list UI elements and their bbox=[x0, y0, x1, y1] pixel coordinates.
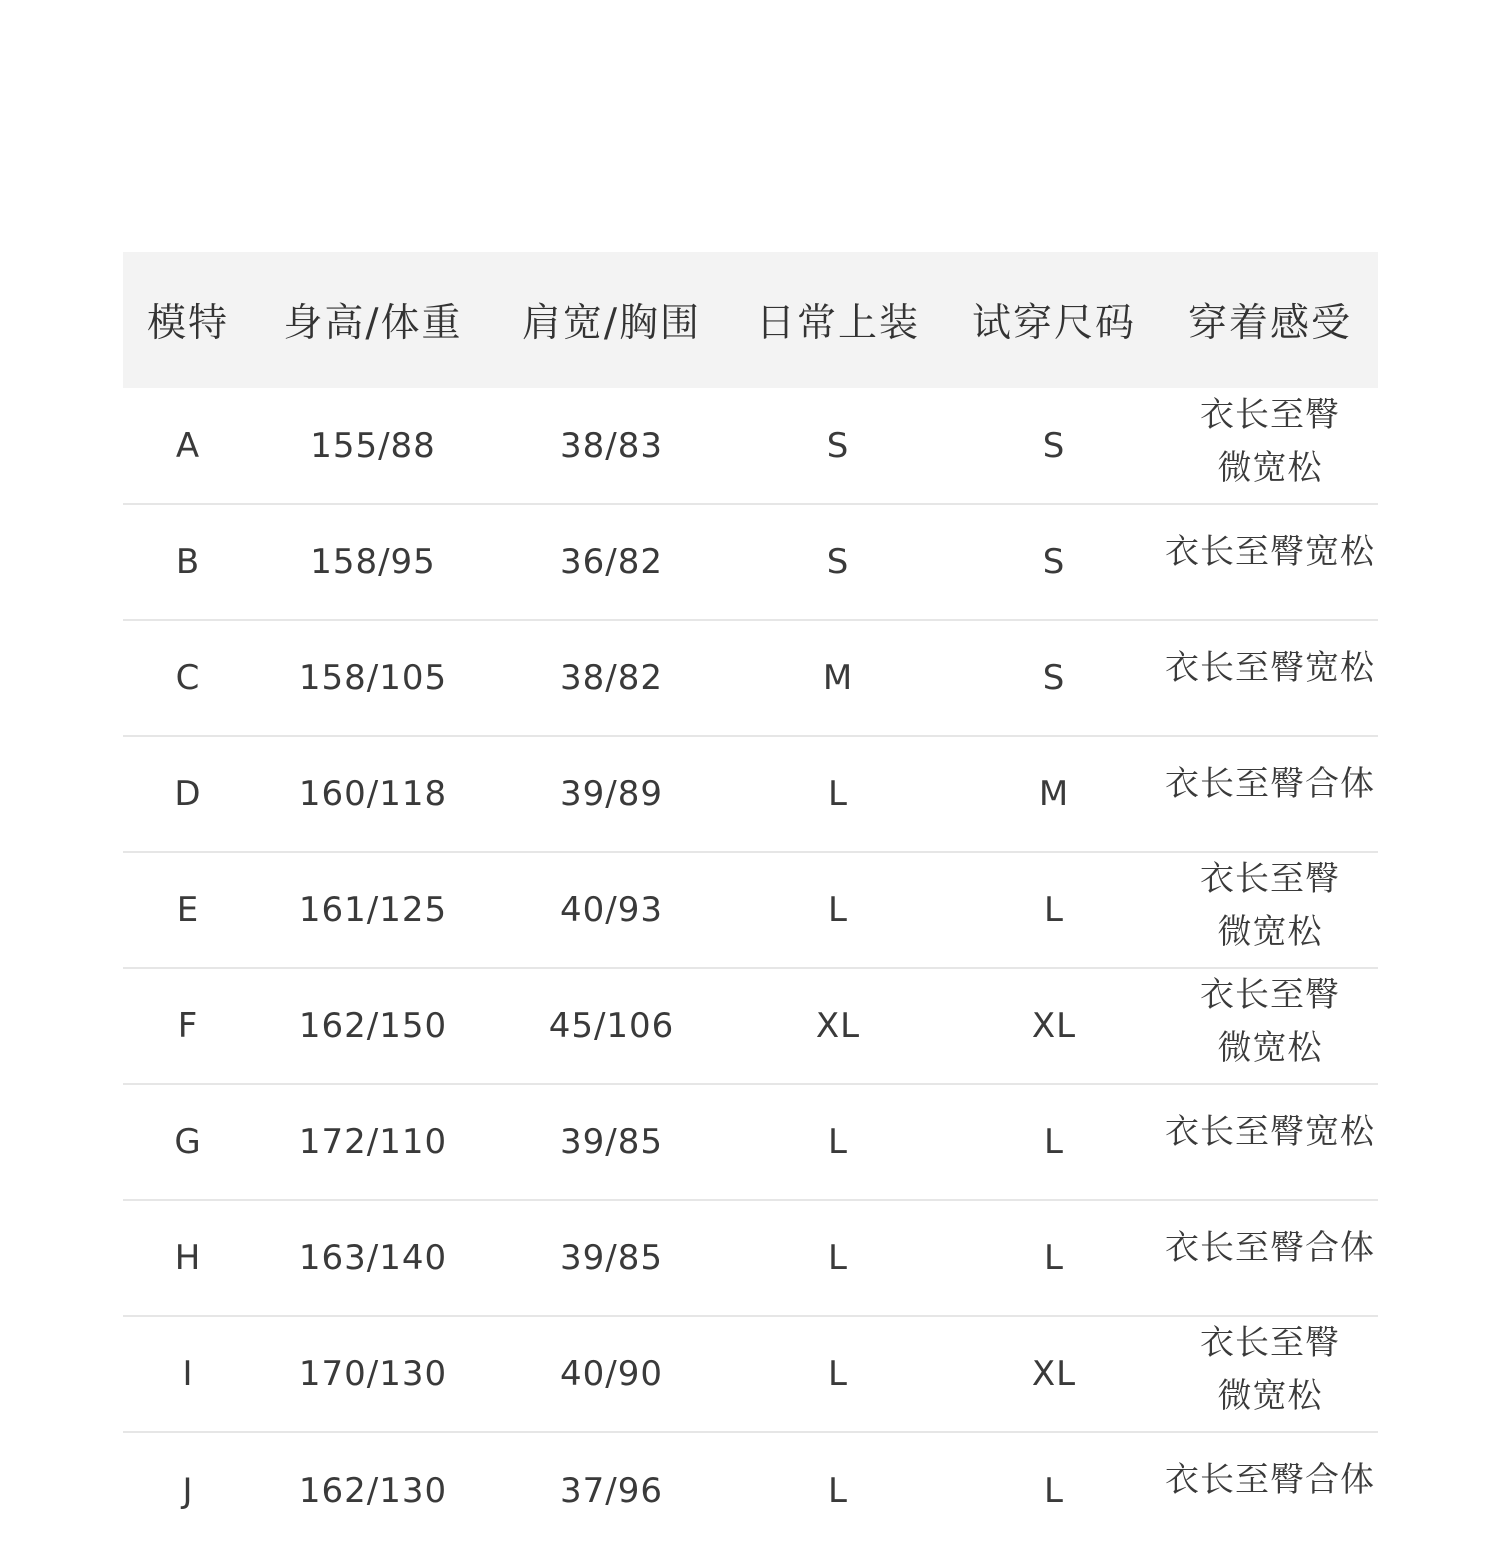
cell-height-weight: 162/130 bbox=[298, 1470, 448, 1511]
cell-wearing-feel: 衣长至臀 微宽松 bbox=[1200, 859, 1340, 952]
cell-daily-size: L bbox=[828, 1354, 848, 1394]
cell-height-weight: 160/118 bbox=[298, 774, 448, 814]
cell-model: D bbox=[174, 774, 202, 814]
table-row bbox=[123, 1316, 1378, 1432]
table-row bbox=[123, 388, 1378, 504]
header-model: 模特 bbox=[146, 301, 229, 346]
table-row bbox=[123, 1200, 1378, 1316]
cell-tried-size: L bbox=[1044, 890, 1064, 930]
cell-model: C bbox=[175, 658, 201, 698]
cell-model: E bbox=[176, 890, 200, 930]
cell-model: B bbox=[175, 542, 201, 582]
cell-daily-size: L bbox=[828, 1470, 848, 1511]
table-row bbox=[123, 736, 1378, 852]
cell-tried-size: XL bbox=[1031, 1006, 1077, 1046]
cell-shoulder-bust: 40/90 bbox=[560, 1354, 663, 1394]
cell-tried-size: S bbox=[1042, 658, 1066, 698]
cell-model: A bbox=[175, 425, 201, 466]
cell-model: F bbox=[177, 1006, 199, 1046]
cell-wearing-feel: 衣长至臀宽松 bbox=[1165, 647, 1375, 688]
cell-wearing-feel: 衣长至臀宽松 bbox=[1165, 531, 1375, 572]
cell-height-weight: 158/105 bbox=[298, 658, 448, 698]
table-row bbox=[123, 968, 1378, 1084]
cell-model: G bbox=[174, 1122, 202, 1162]
cell-height-weight: 163/140 bbox=[298, 1238, 448, 1278]
cell-shoulder-bust: 40/93 bbox=[560, 890, 663, 930]
header-row bbox=[123, 252, 1378, 388]
cell-shoulder-bust: 39/85 bbox=[560, 1238, 663, 1278]
cell-tried-size: S bbox=[1042, 542, 1066, 582]
cell-height-weight: 158/95 bbox=[310, 542, 436, 582]
cell-shoulder-bust: 39/89 bbox=[560, 774, 663, 814]
cell-wearing-feel: 衣长至臀合体 bbox=[1165, 1460, 1375, 1500]
cell-shoulder-bust: 38/82 bbox=[560, 658, 663, 698]
cell-model: H bbox=[174, 1238, 202, 1278]
cell-wearing-feel: 衣长至臀 微宽松 bbox=[1200, 394, 1340, 488]
cell-daily-size: L bbox=[828, 1238, 848, 1278]
cell-shoulder-bust: 37/96 bbox=[560, 1470, 663, 1511]
header-height-weight: 身高/体重 bbox=[283, 301, 463, 346]
table-row bbox=[123, 852, 1378, 968]
cell-tried-size: M bbox=[1038, 774, 1070, 814]
cell-tried-size: L bbox=[1044, 1238, 1064, 1278]
cell-tried-size: XL bbox=[1031, 1354, 1077, 1394]
cell-wearing-feel: 衣长至臀 微宽松 bbox=[1200, 1323, 1340, 1416]
cell-tried-size: L bbox=[1044, 1122, 1064, 1162]
cell-model: J bbox=[182, 1470, 194, 1511]
header-daily-size: 日常上装 bbox=[755, 301, 920, 346]
header-shoulder-bust: 肩宽/胸围 bbox=[521, 301, 702, 346]
cell-tried-size: L bbox=[1044, 1470, 1064, 1511]
cell-daily-size: XL bbox=[815, 1006, 861, 1046]
table-body bbox=[123, 388, 1378, 1548]
cell-wearing-feel: 衣长至臀合体 bbox=[1165, 763, 1375, 804]
cell-daily-size: L bbox=[828, 1122, 848, 1162]
header-tried-size: 试穿尺码 bbox=[971, 301, 1136, 346]
cell-height-weight: 172/110 bbox=[298, 1122, 448, 1162]
cell-shoulder-bust: 45/106 bbox=[548, 1006, 675, 1046]
cell-height-weight: 155/88 bbox=[310, 425, 436, 466]
cell-wearing-feel: 衣长至臀合体 bbox=[1165, 1227, 1375, 1268]
cell-shoulder-bust: 39/85 bbox=[560, 1122, 663, 1162]
cell-model: I bbox=[182, 1354, 194, 1394]
table-row bbox=[123, 1084, 1378, 1200]
cell-height-weight: 161/125 bbox=[298, 890, 448, 930]
cell-height-weight: 170/130 bbox=[298, 1354, 448, 1394]
table-row bbox=[123, 504, 1378, 620]
cell-wearing-feel: 衣长至臀宽松 bbox=[1165, 1111, 1375, 1152]
cell-daily-size: L bbox=[828, 890, 848, 930]
cell-shoulder-bust: 36/82 bbox=[560, 542, 663, 582]
cell-daily-size: S bbox=[826, 425, 850, 466]
cell-wearing-feel: 衣长至臀 微宽松 bbox=[1200, 975, 1340, 1068]
table-header bbox=[123, 252, 1378, 388]
size-reference-table bbox=[123, 252, 1378, 1548]
cell-daily-size: M bbox=[822, 658, 854, 698]
cell-height-weight: 162/150 bbox=[298, 1006, 448, 1046]
table-row bbox=[123, 1432, 1378, 1548]
table-row bbox=[123, 620, 1378, 736]
cell-daily-size: L bbox=[828, 774, 848, 814]
cell-tried-size: S bbox=[1042, 425, 1066, 466]
cell-shoulder-bust: 38/83 bbox=[560, 425, 663, 466]
cell-daily-size: S bbox=[826, 542, 850, 582]
header-wearing-feel: 穿着感受 bbox=[1187, 301, 1352, 346]
